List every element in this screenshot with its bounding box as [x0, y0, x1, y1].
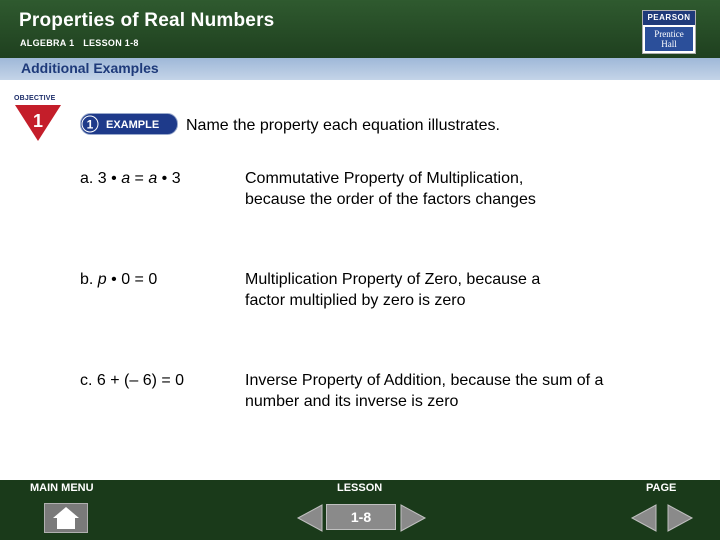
- main-menu-button[interactable]: [44, 503, 88, 533]
- logo-line2: Hall: [661, 39, 677, 49]
- main-menu-label: MAIN MENU: [30, 482, 94, 494]
- equation-b: b. p • 0 = 0: [80, 271, 158, 288]
- course-label: ALGEBRA 1: [20, 38, 75, 48]
- explanation-b: Multiplication Property of Zero, because a factor multiplied by zero is zero: [245, 271, 541, 309]
- logo-top-text: PEARSON: [643, 11, 695, 25]
- pearson-prentice-hall-logo: [642, 10, 696, 54]
- page-title: Properties of Real Numbers: [19, 10, 275, 31]
- equation-a: a. 3 • a = a • 3: [80, 170, 181, 187]
- lesson-prev-button[interactable]: [296, 503, 324, 533]
- lesson-subtitle: [20, 38, 145, 48]
- lesson-number-button[interactable]: 1-8: [326, 504, 396, 530]
- objective-label: OBJECTIVE: [14, 95, 56, 102]
- logo-bottom: [645, 27, 693, 51]
- objective-triangle-icon: [15, 105, 61, 141]
- explanation-c: Inverse Property of Addition, because the sum of a number and its inverse is zero: [245, 372, 604, 410]
- example-number: 1: [86, 117, 94, 132]
- example-label: EXAMPLE: [106, 119, 160, 131]
- logo-line1: Prentice: [654, 29, 684, 39]
- objective-number: 1: [32, 111, 44, 131]
- page-nav-label: PAGE: [646, 482, 677, 494]
- lesson-label: LESSON 1-8: [83, 38, 139, 48]
- banner-title: Additional Examples: [21, 60, 159, 76]
- example-badge: [80, 113, 178, 135]
- page-next-button[interactable]: [666, 503, 694, 533]
- home-icon: [45, 504, 87, 532]
- page-prev-button[interactable]: [630, 503, 658, 533]
- equation-c: c. 6 + (– 6) = 0: [80, 372, 185, 389]
- lesson-next-button[interactable]: [399, 503, 427, 533]
- objective-marker: [14, 95, 64, 145]
- lesson-nav-label: LESSON: [337, 482, 383, 494]
- explanation-a: Commutative Property of Multiplication, because the order of the factors changes: [245, 170, 536, 208]
- example-prompt: Name the property each equation illustrates.: [186, 117, 500, 134]
